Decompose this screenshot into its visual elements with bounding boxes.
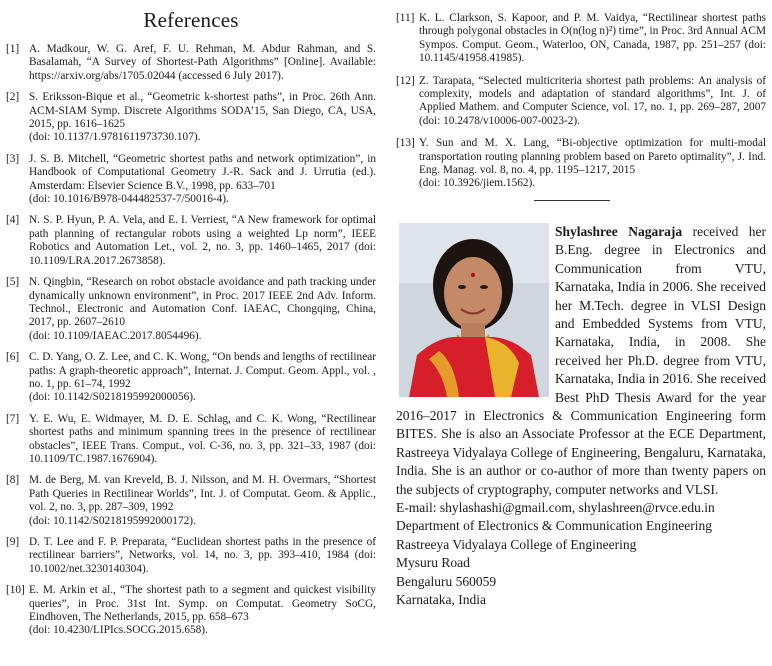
reference-number: [9]	[6, 536, 20, 548]
reference-body	[419, 75, 766, 129]
reference-body	[29, 43, 376, 83]
references-list-right	[396, 12, 766, 191]
reference-number: [7]	[6, 412, 20, 425]
reference-text: S. Eriksson-Bique et al., “Geometric k-shortest paths”, in Proc. 26th Ann. ACM-SIAM Symp. Discrete Algorithms SODA’15, San Diego, CA, USA, 2015, pp. 1616–1625	[29, 91, 376, 131]
reference-number: [13]	[396, 137, 415, 150]
reference-number: [11]	[396, 12, 415, 24]
reference-text: K. L. Clarkson, S. Kapoor, and P. M. Vaidya, “Rectilinear shortest paths through polygonal obstacles in O(n(log n)²) time”, in Proc. 3rd Annual ACM Sympos. Comput. Geom., Waterloo, ON, Canada, 1987, pp. 251–257 (doi: 10.1145/41958.41985).	[419, 12, 766, 65]
reference-text: M. de Berg, M. van Kreveld, B. J. Nilsson, and M. H. Overmars, “Shortest Path Queries in Rectilinear Worlds”, Int. J. of Computat. Geom. & Applic., vol. 2, no. 3, pp. 287–309, 1992	[29, 474, 376, 514]
reference-doi: (doi: 10.3926/jiem.1562).	[419, 177, 536, 190]
reference-doi: (doi: 10.4230/LIPIcs.SOCG.2015.658).	[29, 624, 208, 637]
reference-number: [6]	[6, 351, 20, 364]
reference-body	[29, 91, 376, 145]
reference-doi: (doi: 10.1016/B978-044482537-7/50016-4).	[29, 193, 229, 206]
author-address-line: Bengaluru 560059	[396, 573, 497, 589]
reference-doi: (doi: 10.1137/1.9781611973730.107).	[29, 131, 201, 144]
reference-number: [8]	[6, 474, 20, 487]
author-address-line: Mysuru Road	[396, 555, 470, 571]
reference-body	[29, 413, 376, 467]
reference-number: [3]	[6, 152, 20, 165]
right-column	[396, 12, 766, 609]
reference-text: Y. Sun and M. X. Lang, “Bi-objective optimization for multi-modal transportation routing planning problem based on Pareto optimality”, J. Ind. Eng. Manag. vol. 8, no. 4, pp. 1195–1217, 2015	[419, 137, 766, 177]
reference-text: N. S. P. Hyun, P. A. Vela, and E. I. Verriest, “A New framework for optimal path planning of rectangular robots using a weighted Lp norm”, IEEE Robotics and Automation Let., vol. 2, no. 3, pp. 1460–1465, 2017 (doi: 10.1109/LRA.2017.2673858).	[29, 214, 376, 267]
author-address-line: Department of Electronics & Communication Engineering	[396, 518, 713, 534]
reference-body	[29, 276, 376, 343]
reference-doi: (doi: 10.1142/S0218195992000056).	[29, 391, 196, 404]
reference-doi: (doi: 10.1109/IAEAC.2017.8054496).	[29, 329, 202, 342]
reference-text: C. D. Yang, O. Z. Lee, and C. K. Wong, “On bends and lengths of rectilinear paths: A graph-theoretic approach”, Internat. J. Comput. Geom. Appl., vol. , no. 1, pp. 61–74, 1992	[29, 351, 376, 390]
reference-number: [2]	[6, 91, 20, 104]
reference-item	[6, 351, 376, 405]
author-address-line: Karnataka, India	[396, 592, 486, 607]
reference-text: E. M. Arkin et al., “The shortest path to a segment and quickest visibility queries”, in Proc. 31st Int. Symp. on Computat. Geometry SoCG, Eindhoven, The Netherlands, 2015, pp. 658–673	[29, 584, 376, 624]
reference-item	[396, 137, 766, 191]
reference-item	[6, 153, 376, 207]
reference-item	[6, 474, 376, 528]
author-photo	[399, 223, 549, 397]
separator-rule	[534, 200, 610, 201]
references-list-left	[6, 43, 376, 638]
reference-item	[6, 584, 376, 638]
biography-body: received her B.Eng. degree in Electronics and Communication from VTU, Karnataka, India in 2006. She received her M.Tech. degree in VLSI Design and Embedded Systems from VTU, Karnataka, India, in 2008. She received her Ph.D. degree from VTU, Karnataka, India in 2016. She received Best PhD Thesis Award for the year 2016–2017 in Electronics & Communication Engineering form BITES. She is also an Associate Professor at the ECE Department, Rastreeya Vidyalaya College of Engineering, Bengaluru, Karnataka, India. She is an author or co-author of more than twenty papers on the subjects of cryptography, computer networks and VLSI.	[396, 223, 767, 497]
reference-text: A. Madkour, W. G. Aref, F. U. Rehman, M. Abdur Rahman, and S. Basalamah, “A Survey of Shortest-Path Algorithms” [Online]. Available: https://arxiv.org/abs/1705.02044 (accessed 6 July 2017).	[29, 43, 376, 82]
reference-number: [1]	[6, 43, 20, 55]
reference-text: N. Qingbin, “Research on robot obstacle avoidance and path tracking under dynamically unknown environment”, in Proc. 2017 IEEE 2nd Adv. Inform. Technol., Electronic and Automation Conf. IAEAC, Chongqing, China, 2017, pp. 2607–2610	[29, 276, 376, 329]
reference-item	[396, 12, 766, 66]
reference-body	[29, 351, 376, 405]
reference-number: [5]	[6, 276, 20, 289]
reference-item	[6, 413, 376, 467]
reference-doi: (doi: 10.1142/S0218195992000172).	[29, 514, 196, 527]
reference-item	[6, 536, 376, 576]
author-contact-block	[396, 499, 766, 609]
reference-text: Z. Tarapata, “Selected multicriteria shortest path problems: An analysis of complexity, models and adaptation of standard algorithms”, Int. J. of Applied Mathem. and Computer Science, vol. 17, no. 1, pp. 269–287, 2007 (doi: 10.2478/v10006-007-0023-2).	[419, 74, 766, 127]
reference-number: [4]	[6, 214, 20, 227]
reference-body	[29, 214, 376, 268]
left-column	[6, 8, 376, 646]
reference-body	[29, 153, 376, 207]
author-name: Shylashree Nagaraja	[555, 223, 683, 239]
reference-body	[419, 137, 766, 191]
reference-item	[6, 276, 376, 343]
reference-item	[6, 91, 376, 145]
author-portrait-illustration	[399, 223, 549, 397]
reference-body	[29, 474, 376, 528]
reference-body	[29, 584, 376, 638]
reference-text: D. T. Lee and F. P. Preparata, “Euclidean shortest paths in the presence of rectilinear barriers”, Networks, vol. 14, no. 3, pp. 393–410, 1984 (doi: 10.1002/net.3230140304).	[29, 536, 376, 575]
author-address-line: Rastreeya Vidyalaya College of Engineering	[396, 536, 637, 552]
reference-item	[396, 75, 766, 129]
references-heading: References	[143, 8, 239, 32]
reference-item	[6, 214, 376, 268]
author-email-line: E-mail: shylashashi@gmail.com, shylashreen@rvce.edu.in	[396, 499, 715, 515]
reference-item	[6, 43, 376, 83]
reference-text: Y. E. Wu, E. Widmayer, M. D. E. Schlag, and C. K. Wong, “Rectilinear shortest paths and minimum spanning trees in the presence of rectilinear obstacles”, IEEE Trans. Comput., vol. C-36, no. 3, pp. 321–33, 1987 (doi: 10.1109/TC.1987.1676904).	[29, 412, 376, 465]
reference-number: [12]	[396, 74, 415, 87]
author-biography	[396, 223, 766, 610]
reference-number: [10]	[6, 584, 25, 597]
reference-text: J. S. B. Mitchell, “Geometric shortest paths and network optimization”, in Handbook of Computational Geometry J.-R. Sack and J. Urrutia (ed.). Amsterdam: Elsevier Science B.V., 1998, pp. 633–701	[29, 152, 376, 192]
reference-body	[419, 12, 766, 66]
reference-body	[29, 536, 376, 576]
